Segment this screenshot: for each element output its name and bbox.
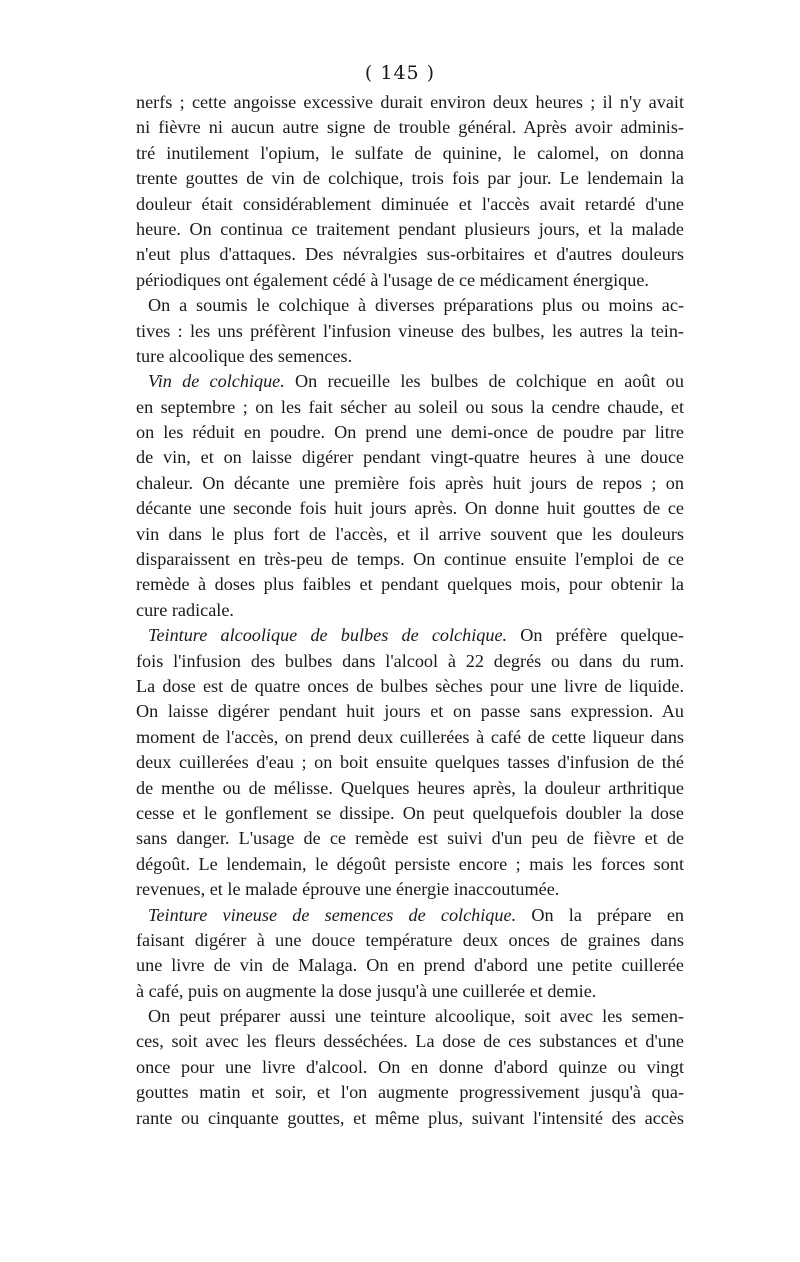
line-text: chaleur. On décante une première fois après huit jours de repos ; on	[136, 472, 684, 493]
text-line	[136, 725, 684, 750]
line-text: heure. On continua ce traitement pendant plusieurs jours, et la malade	[136, 218, 684, 239]
text-line	[136, 826, 684, 851]
text-line	[136, 979, 684, 1004]
line-text: dégoût. Le lendemain, le dégoût persiste encore ; mais les forces sont	[136, 853, 684, 874]
line-text: à café, puis on augmente la dose jusqu'à une cuillerée et demie.	[136, 980, 597, 1001]
text-line	[136, 928, 684, 953]
text-line	[136, 242, 684, 267]
line-text: décante une seconde fois huit jours après. On donne huit gouttes de ce	[136, 498, 684, 519]
line-text: sans danger. L'usage de ce remède est suivi d'un peu de fièvre et de	[136, 828, 684, 849]
section-heading-italic: Teinture vineuse de semences de colchique.	[148, 904, 517, 925]
text-line	[136, 420, 684, 445]
line-text: On recueille les bulbes de colchique en août ou	[284, 371, 684, 392]
line-text: douleur était considérablement diminuée et l'accès avait retardé d'une	[136, 193, 684, 214]
page-number: ( 145 )	[364, 62, 436, 84]
text-line	[136, 268, 684, 293]
line-text: La dose est de quatre onces de bulbes sèches pour une livre de liquide.	[136, 675, 684, 696]
line-text: de vin, et on laisse digérer pendant vingt-quatre heures à une douce	[136, 447, 684, 468]
line-text: moment de l'accès, on prend deux cuillerées à café de cette liqueur dans	[136, 726, 684, 747]
text-line	[136, 1004, 684, 1029]
text-line	[136, 395, 684, 420]
line-text: périodiques ont également cédé à l'usage de ce médicament énergique.	[136, 269, 649, 290]
section-heading-italic: Vin de colchique.	[148, 371, 285, 392]
text-line	[136, 1029, 684, 1054]
text-line	[136, 496, 684, 521]
line-text: fois l'infusion des bulbes dans l'alcool à 22 degrés ou dans du rum.	[136, 650, 684, 671]
line-text: tives : les uns préfèrent l'infusion vineuse des bulbes, les autres la tein-	[136, 320, 684, 341]
text-line	[136, 1055, 684, 1080]
text-line	[136, 293, 684, 318]
text-line	[136, 699, 684, 724]
line-text: On préfère quelque-	[507, 625, 684, 646]
text-line	[136, 903, 684, 928]
text-line	[136, 598, 684, 623]
line-text: ces, soit avec les fleurs desséchées. La dose de ces substances et d'une	[136, 1031, 684, 1052]
line-text: On a soumis le colchique à diverses préparations plus ou moins ac-	[148, 295, 684, 316]
line-text: vin dans le plus fort de l'accès, et il arrive souvent que les douleurs	[136, 523, 684, 544]
text-line	[136, 344, 684, 369]
text-line	[136, 547, 684, 572]
line-text: rante ou cinquante gouttes, et même plus, suivant l'intensité des accès	[136, 1107, 684, 1128]
body-text	[136, 90, 684, 1131]
line-text: tré inutilement l'opium, le sulfate de quinine, le calomel, on donna	[136, 142, 684, 163]
text-line	[136, 166, 684, 191]
line-text: en septembre ; on les fait sécher au soleil ou sous la cendre chaude, et	[136, 396, 684, 417]
text-line	[136, 1106, 684, 1131]
line-text: cesse et le gonflement se dissipe. On peut quelquefois doubler la dose	[136, 802, 684, 823]
text-line	[136, 674, 684, 699]
section-heading-italic: Teinture alcoolique de bulbes de colchique.	[148, 625, 508, 646]
line-text: gouttes matin et soir, et l'on augmente progressivement jusqu'à qua-	[136, 1082, 684, 1103]
line-text: once pour une livre d'alcool. On en donne d'abord quinze ou vingt	[136, 1056, 684, 1077]
text-line	[136, 522, 684, 547]
line-text: remède à doses plus faibles et pendant quelques mois, pour obtenir la	[136, 574, 684, 595]
line-text: disparaissent en très-peu de temps. On continue ensuite l'emploi de ce	[136, 549, 684, 570]
text-line	[136, 801, 684, 826]
text-line	[136, 776, 684, 801]
text-line	[136, 217, 684, 242]
text-line	[136, 649, 684, 674]
line-text: On laisse digérer pendant huit jours et on passe sans expression. Au	[136, 701, 684, 722]
text-line	[136, 852, 684, 877]
line-text: ture alcoolique des semences.	[136, 345, 353, 366]
line-text: cure radicale.	[136, 599, 234, 620]
text-line	[136, 1080, 684, 1105]
text-line	[136, 623, 684, 648]
line-text: ni fièvre ni aucun autre signe de trouble général. Après avoir adminis-	[136, 117, 684, 138]
line-text: de menthe ou de mélisse. Quelques heures après, la douleur arthritique	[136, 777, 684, 798]
text-line	[136, 445, 684, 470]
text-line	[136, 115, 684, 140]
line-text: on les réduit en poudre. On prend une demi-once de poudre par litre	[136, 422, 684, 443]
text-line	[136, 750, 684, 775]
text-line	[136, 192, 684, 217]
line-text: nerfs ; cette angoisse excessive durait environ deux heures ; il n'y avait	[136, 92, 684, 112]
line-text: une livre de vin de Malaga. On en prend d'abord une petite cuillerée	[136, 955, 684, 976]
line-text: On la prépare en	[516, 904, 684, 925]
line-text: revenues, et le malade éprouve une énergie inaccoutumée.	[136, 879, 560, 900]
text-line	[136, 141, 684, 166]
line-text: deux cuillerées d'eau ; on boit ensuite quelques tasses d'infusion de thé	[136, 752, 684, 773]
text-line	[136, 953, 684, 978]
text-line	[136, 319, 684, 344]
line-text: On peut préparer aussi une teinture alcoolique, soit avec les semen-	[148, 1006, 684, 1027]
text-line	[136, 572, 684, 597]
line-text: trente gouttes de vin de colchique, trois fois par jour. Le lendemain la	[136, 168, 684, 189]
text-line	[136, 369, 684, 394]
text-line	[136, 471, 684, 496]
text-line	[136, 877, 684, 902]
text-line	[136, 90, 684, 115]
line-text: faisant digérer à une douce température deux onces de graines dans	[136, 929, 684, 950]
line-text: n'eut plus d'attaques. Des névralgies sus-orbitaires et d'autres douleurs	[136, 244, 684, 265]
